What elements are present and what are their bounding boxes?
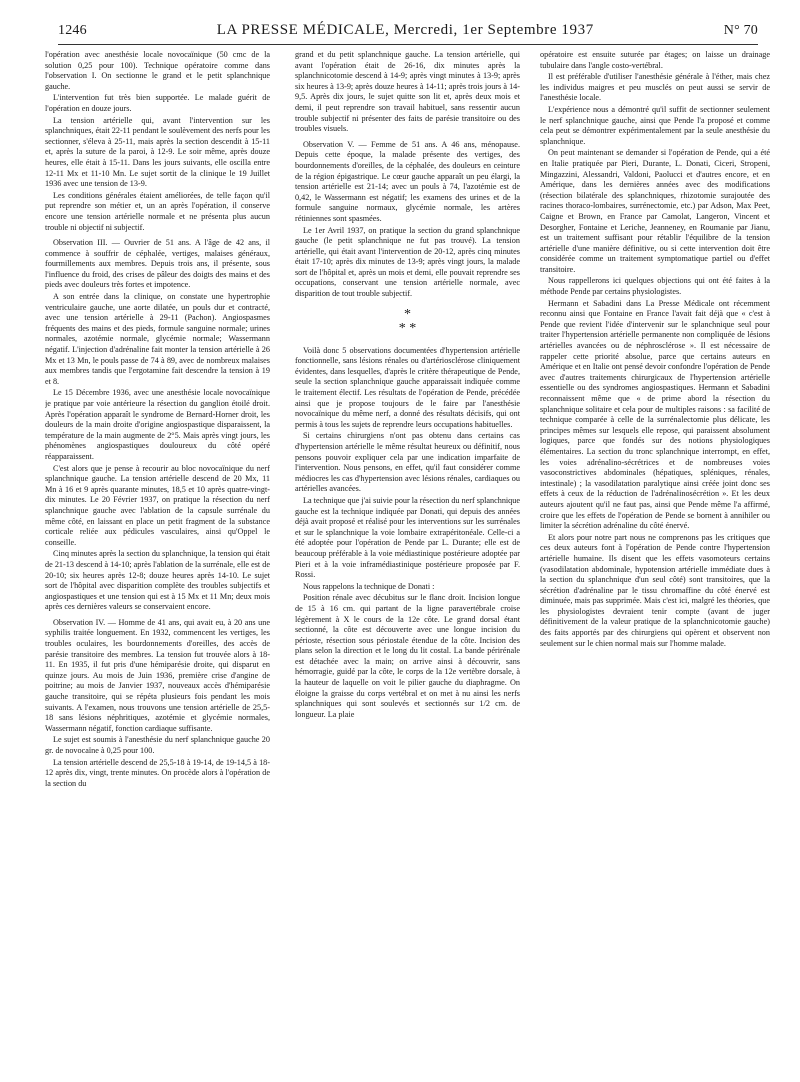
paragraph: Le 1er Avril 1937, on pratique la section du grand splanchnique gauche (le petit splanchnique ne fut pas trouvé). La tension artérielle, qui était avant l'intervention de 20-12, après cinq minutes était 17-10; après dix minutes de 13-9; après vingt jours, la malade sort de l'hôpital et, après un mois et demi, elle pouvait reprendre ses occupations, conservant une tension artérielle normale, avec disparition de tout trouble subjectif. — [295, 225, 520, 299]
section-separator: * * * — [398, 306, 417, 336]
observation-4: Observation IV. — Homme de 41 ans, qui avait eu, à 20 ans une syphilis traitée longuement. En 1932, commencent les vertiges, les troubles oculaires, les bourdonnements d'oreilles, des accès de parésie transitoire des membres. La tension fut trouvée alors à 18-11. En 1935, il fut pris d'une hémiparésie droite, qui disparut en quinze jours. Au mois de Juin 1936, première crise d'angine de poitrine; au mois de Janvier 1937, nouveaux accès d'hémiparésie gauche transitoire, qui se répéta plusieurs fois pendant les mois suivants. A l'examen, nous trouvons une tension artérielle de 25,5-18 sans lésions néphritiques, azotémie et glycémie normales, Wassermann négatif, fonction cardiaque suffisante. — [45, 617, 270, 733]
paragraph: La tension artérielle qui, avant l'intervention sur les splanchniques, était 22-11 pendant le soulèvement des nerfs pour les sectionner, s'éleva à 25-11, mais après la section descendit à 15-11 et, après la suture de la paroi, à 12-9. Le soir même, après douze heures, elle était à 15-11. Dans les jours suivants, elle oscilla entre 12-11 Mx et 11-10 Mn. Le sujet sortit de la clinique le 19 Juillet 1936 avec une tension de 13-9. — [45, 115, 270, 189]
column-3 — [540, 50, 770, 1070]
paragraph: Les conditions générales étaient améliorées, de telle façon qu'il put reprendre son métier et, un an après l'opération, il conserve encore une tension artérielle normale et ne présenta plus aucun trouble ni objectif ni subjectif. — [45, 190, 270, 232]
paragraph: L'expérience nous a démontré qu'il suffit de sectionner seulement le nerf splanchnique gauche, ainsi que Pende l'a proposé et comme cela peut se démontrer expérimentalement par la seule anesthésie du splanchnique. — [540, 104, 770, 146]
paragraph: l'opération avec anesthésie locale novocaïnique (50 cmc de la solution 0,25 pour 100). Technique opératoire comme dans l'observation I. On sectionne le grand et le petit splanchnique gauche. — [45, 50, 270, 91]
page-header — [58, 22, 758, 44]
paragraph: Nous rappelons la technique de Donati : — [303, 581, 435, 591]
paragraph: C'est alors que je pense à recourir au bloc novocaïnique du nerf splanchnique gauche. La tension artérielle descend de 20 Mx, 11 Mn à 16 et 9 après quarante minutes, 18,5 et 10 après quatre-vingt-dix minutes. Le 20 Février 1937, on pratique la résection du nerf splanchnique gauche avec l'ablation de la capsule surrénale du même côté, en laissant en place un petit fragment de la substance corticale reliée aux pédicules vasculaires, ainsi qu'Oppel le conseille. — [45, 463, 270, 547]
paragraph: Cinq minutes après la section du splanchnique, la tension qui était de 21-13 descend à 14-10; après l'ablation de la surrénale, elle est de 20-10; six heures après 12-8; douze heures après 14-10. Le sujet sort de l'hôpital avec disparition complète des troubles subjectifs et angiospastiques et une tension qui est à 15 Mx et 11 Mn; deux mois après ces dernières valeurs se conservaient encore. — [45, 549, 270, 612]
column-2 — [295, 50, 520, 1070]
paragraph: Hermann et Sabadini dans La Presse Médicale ont récemment reconnu ainsi que Fontaine en France l'avait fait déjà que « c'est à Pende que revient l'idée d'intervenir sur le splanchnique seul pour traiter l'hypertension artérielle permanente non compliquée de lésions artérielles avancées ou de néphrosclérose ». Il est nécessaire de rappeler cette priorité absolue, parce que certains auteurs en Amérique et en Italie ont pensé devoir confondre l'opération de Pende avec d'autres traitements chirurgicaux de l'hypertension artérielle essentielle ou des syndromes angiospastiques. Hermann et Sabadini reconnaissent même que « de prime abord la résection du splanchnique solitaire et cela pour de multiples raisons : sa facilité de technique comparée à celle de la surrénalectomie plus délicate, les principes mêmes sur lesquels elle repose, qui paraissent absolument logiques, parce que fondés sur des notions physiologiques élémentaires. La section du tronc splanchnique interrompt, en effet, les voies adrénalino-sécrétrices et de nombreuses voies vasoconstrictives abdominales (hépatiques, spléniques, rénales, intestinale) ; la vasodilatation paralytique ainsi créée joint donc ses effets à ceux de la réduction de l'adrénalinosécrétion ». Et les deux auteurs ajoutent qu'il ne faut pas, ainsi que Pende même l'a affirmé, croire que les effets de l'opération de Pende se bornent à annihiler ou limiter la sécrétion adrénaline du côté énervé. — [540, 298, 770, 531]
paragraph: Et alors pour notre part nous ne comprenons pas les critiques que ces deux auteurs font à l'opération de Pende contre l'hypertension artérielle humaine. Ils disent que les effets vasomoteurs certains (vasodilatation abdominale, hypotension artérielle immédiate dues à la section du splanchnique d'un seul côté) sont transitoires, que la sécrétion d'adrénaline par le tissu chromaffine du côté énervé est diminuée, mais pas supprimée. Mais c'est ici, malgré les théories, que les physiologistes devraient tenir compte (avant de juger définitivement de la valeur pratique de la splanchnicotomie gauche) des faits apportés par des chirurgiens qui opèrent et observent non seulement sur le chien normal mais sur l'homme malade. — [540, 532, 770, 648]
paragraph: Si certains chirurgiens n'ont pas obtenu dans certains cas d'hypertension artérielle le même résultat heureux ou définitif, nous pensons pouvoir expliquer cela par une indication imparfaite de l'intervention. Nous pensons, en effet, qu'il faut considérer comme médiocres les cas d'hypertension avec lésions rénales, cardiaques ou artérielles avancées. — [295, 431, 520, 494]
paragraph: Le 15 Décembre 1936, avec une anesthésie locale novocaïnique je pratique par voie antérieure la résection du ganglion étoilé droit. Après l'opération apparaît le syndrome de Bernard-Horner droit, les douleurs de la main droite d'origine angiospastique disparaissent, la température de la main augmente de 2°5. Mais après vingt jours, les phénomènes angiospastiques douloureux du côté opéré réapparaissent. — [45, 388, 270, 461]
page-number: 1246 — [58, 23, 87, 38]
paragraph: grand et du petit splanchnique gauche. La tension artérielle, qui avant l'opération était de 26-16, dix minutes après la splanchnicotomie descend à 14-9; après vingt minutes à 13-9; après six heures à 13-9; après douze heures à 14-11; après trois jours à 14-9,5. Après dix jours, le sujet quitte son lit et, après deux mois et demi, il peut reprendre son travail habituel, sans ressentir aucun trouble subjectif ni présenter des faits de parésie transitoire ou des troubles visuels. — [295, 50, 520, 134]
observation-5: Observation V. — Femme de 51 ans. A 46 ans, ménopause. Depuis cette époque, la malade présente des vertiges, des bourdonnements d'oreilles, de la céphalée, des douleurs en ceinture de la région épigastrique. Le cœur gauche apparaît un peu élargi, la tension artérielle est 21-14; avec un pouls à 74, l'azotémie est de 0,42, le Wassermann est négatif; les examens des urines et de la formule sanguine normaux, glycémie normale, les artères rétiniennes sont spasmées. — [295, 139, 520, 223]
paragraph: L'intervention fut très bien supportée. Le malade guérit de l'opération en douze jours. — [45, 93, 270, 113]
paragraph: Position rénale avec décubitus sur le flanc droit. Incision longue de 15 à 16 cm. qui partant de la ligne paravertébrale croise légèrement à X le cours de la 12e côte. Le grand dorsal étant sectionné, la côte est découverte avec une longue incision du périoste, résection sous périostale étendue de la côte. Incision des plans selon la direction et le long du lit costal. La bande périrénale est détachée avec la main; on arrive ainsi à découvrir, sans hémorragie, guidé par la côte, le corps de la 12e vertèbre dorsale, à la hauteur de laquelle on voit le pilier gauche du diaphragme. On éloigne la graisse du corps vertébral et on met à nu ainsi les nerfs splanchniques qui sont soulevés et sectionnés sur 1/2 cm. de longueur. La plaie — [295, 593, 520, 719]
paragraph: A son entrée dans la clinique, on constate une hypertrophie ventriculaire gauche, une aorte dilatée, un pouls dur et contracté, avec une tension artérielle à 29-11 (Pachon). Angiospasmes fréquents des mains et des pieds, formule sanguine normale; urines normales, azotémie normale, glycémie normale; Wassermann négatif. L'injection d'adrénaline fait monter la tension artérielle à 26 Mx et 13 Mn, le pouls passe de 74 à 89, avec de nombreux malaises aux membres tandis que l'ergotamine fait descendre la tension à 19 et 8. — [45, 292, 270, 386]
issue-number: N° 70 — [723, 23, 758, 38]
paragraph: Le sujet est soumis à l'anesthésie du nerf splanchnique gauche 20 gr. de novocaïne à 0,25 pour 100. — [45, 735, 270, 755]
header-rule — [58, 44, 758, 45]
column-1 — [45, 50, 270, 1070]
paragraph: Nous rappellerons ici quelques objections qui ont été faites à la méthode Pende par certains physiologistes. — [540, 276, 770, 297]
paragraph: La technique que j'ai suivie pour la résection du nerf splanchnique gauche est la technique indiquée par Donati, qui depuis des années déjà avait proposé et réalisé pour les interventions sur les surrénales et sur le splanchnique la voie lombaire extrapéritonéale. Celle-ci a été adoptée pour l'opération de Pende par L. Durante; elle est de beaucoup préférable à la voie médiastinique postérieure adoptée par Pieri et à la voie inframédiastinique postérieure proposée par F. Rossi. — [295, 495, 520, 580]
paragraph: opératoire est ensuite suturée par étages; on laisse un drainage tubulaire dans l'angle costo-vertébral. — [540, 50, 770, 70]
paragraph: Voilà donc 5 observations documentées d'hypertension artérielle fonctionnelle, sans lésions rénales ou d'artériosclérose cliniquement évidentes, dans lesquelles, d'après le critère thérapeutique de Pende, seule la section splanchnique gauche apparaissait indiquée comme le traitement électif. Les résultats de l'opération de Pende, précédée ainsi que je propose toujours de le faire par l'anesthésie novocaïnique du même nerf, a donné des résultats décisifs, qui ont permis à tous les sujets de reprendre leurs occupations habituelles. — [295, 345, 520, 429]
paragraph: On peut maintenant se demander si l'opération de Pende, qui a été en Italie pratiquée par Pieri, Durante, L. Donati, Ciceri, Stropeni, Mingazzini, Alessandri, Valdoni, Paolucci et d'autres encore, et en Amérique, dans les dernières années avec des modifications (résection bilatérale des splanchniques, rhizotomie surajoutée des racines thoraco-lombaires, surrénectomie, etc.) par Adson, Max Peet, Caigne et Brown, en France par Camolat, Langeron, Vincent et Desorgher, Fontaine et Leriche, Jeanneney, en Roumanie par Jianu, est un traitement suffisant pour rétablir l'équilibre de la tension artérielle d'une manière définitive, ou si cette intervention doit être considérée comme un traitement symptomatique partiel ou d'effet transitoire. — [540, 148, 770, 274]
journal-title: LA PRESSE MÉDICALE, Mercredi, 1er Septembre 1937 — [216, 22, 594, 38]
observation-3: Observation III. — Ouvrier de 51 ans. A l'âge de 42 ans, il commence à souffrir de céphalée, vertiges, malaises généraux, fourmillements aux membres. Depuis trois ans, il présente, sous l'influence du froid, des crises de pâleur des doigts des mains et des pieds avec douleurs très fortes et impotence. — [45, 238, 270, 290]
paragraph: La tension artérielle descend de 25,5-18 à 19-14, de 19-14,5 à 18-12 après dix, vingt, trente minutes. On procède alors à l'opération de la section du — [45, 757, 270, 788]
paragraph: Il est préférable d'utiliser l'anesthésie générale à l'éther, mais chez les individus maigres et peu musclés on peut aussi se servir de l'anesthésie locale. — [540, 72, 770, 103]
